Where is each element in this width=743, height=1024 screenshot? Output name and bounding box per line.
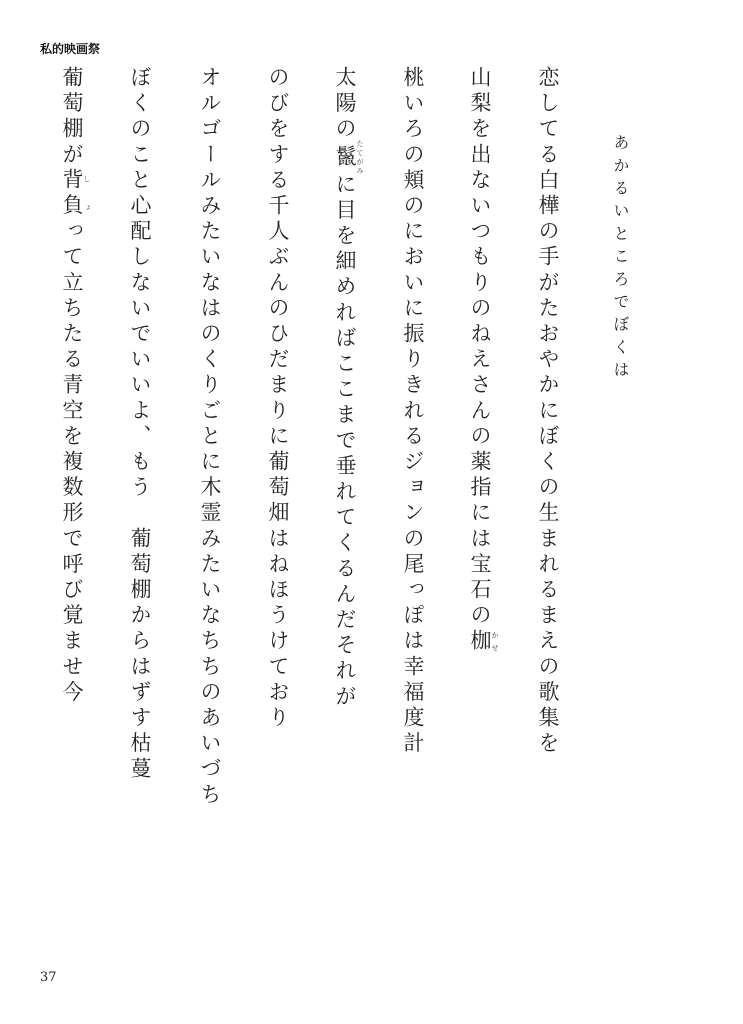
poem-line-3: 桃いろの頬のにおいに振りきれるジョンの尾っぽは幸福度計 bbox=[401, 66, 425, 758]
line-text: に目を細めればここまで垂れてくるんだそれが bbox=[333, 172, 357, 711]
poem-line-7: ぼくのこと心配しないでいいよ、もう 葡萄棚からはずす枯蔓 bbox=[128, 66, 152, 783]
line-text: 山梨を出ないつもりのねえさんの薬指には宝石の bbox=[468, 66, 492, 630]
ruby-word bbox=[468, 629, 499, 655]
line-text: 葡萄棚が bbox=[60, 66, 84, 169]
ruby-reading: かせ bbox=[491, 629, 499, 655]
running-header: 私的映画祭 bbox=[40, 42, 101, 56]
poem-line-2 bbox=[465, 66, 499, 655]
poem-line-8 bbox=[57, 66, 91, 706]
poem-line-4 bbox=[330, 66, 364, 710]
ruby-word bbox=[333, 139, 364, 176]
ruby-base: 鬣 bbox=[333, 139, 357, 176]
poem-line-5: のびをする千人ぶんのひだまりに葡萄畑はねほうけており bbox=[266, 66, 290, 732]
ruby-base: 背負 bbox=[60, 168, 84, 220]
poem-line-1: 恋してる白樺の手がたおやかにぼくの生まれるまえの歌集を bbox=[536, 66, 560, 758]
poem-line-6: オルゴールみたいなはのくりごとに木霊みたいなちちのあいづち bbox=[198, 66, 222, 809]
page-number: 37 bbox=[40, 970, 57, 985]
ruby-word bbox=[60, 168, 91, 220]
line-text: 太陽の bbox=[333, 66, 357, 143]
ruby-base: 枷 bbox=[468, 629, 492, 655]
ruby-reading: たてがみ bbox=[356, 139, 364, 176]
ruby-reading: しょ bbox=[83, 168, 91, 220]
poem-title: あかるいところでぼくは bbox=[611, 134, 630, 384]
line-text: って立ちたる青空を複数形で呼び覚ませ今 bbox=[60, 219, 84, 707]
